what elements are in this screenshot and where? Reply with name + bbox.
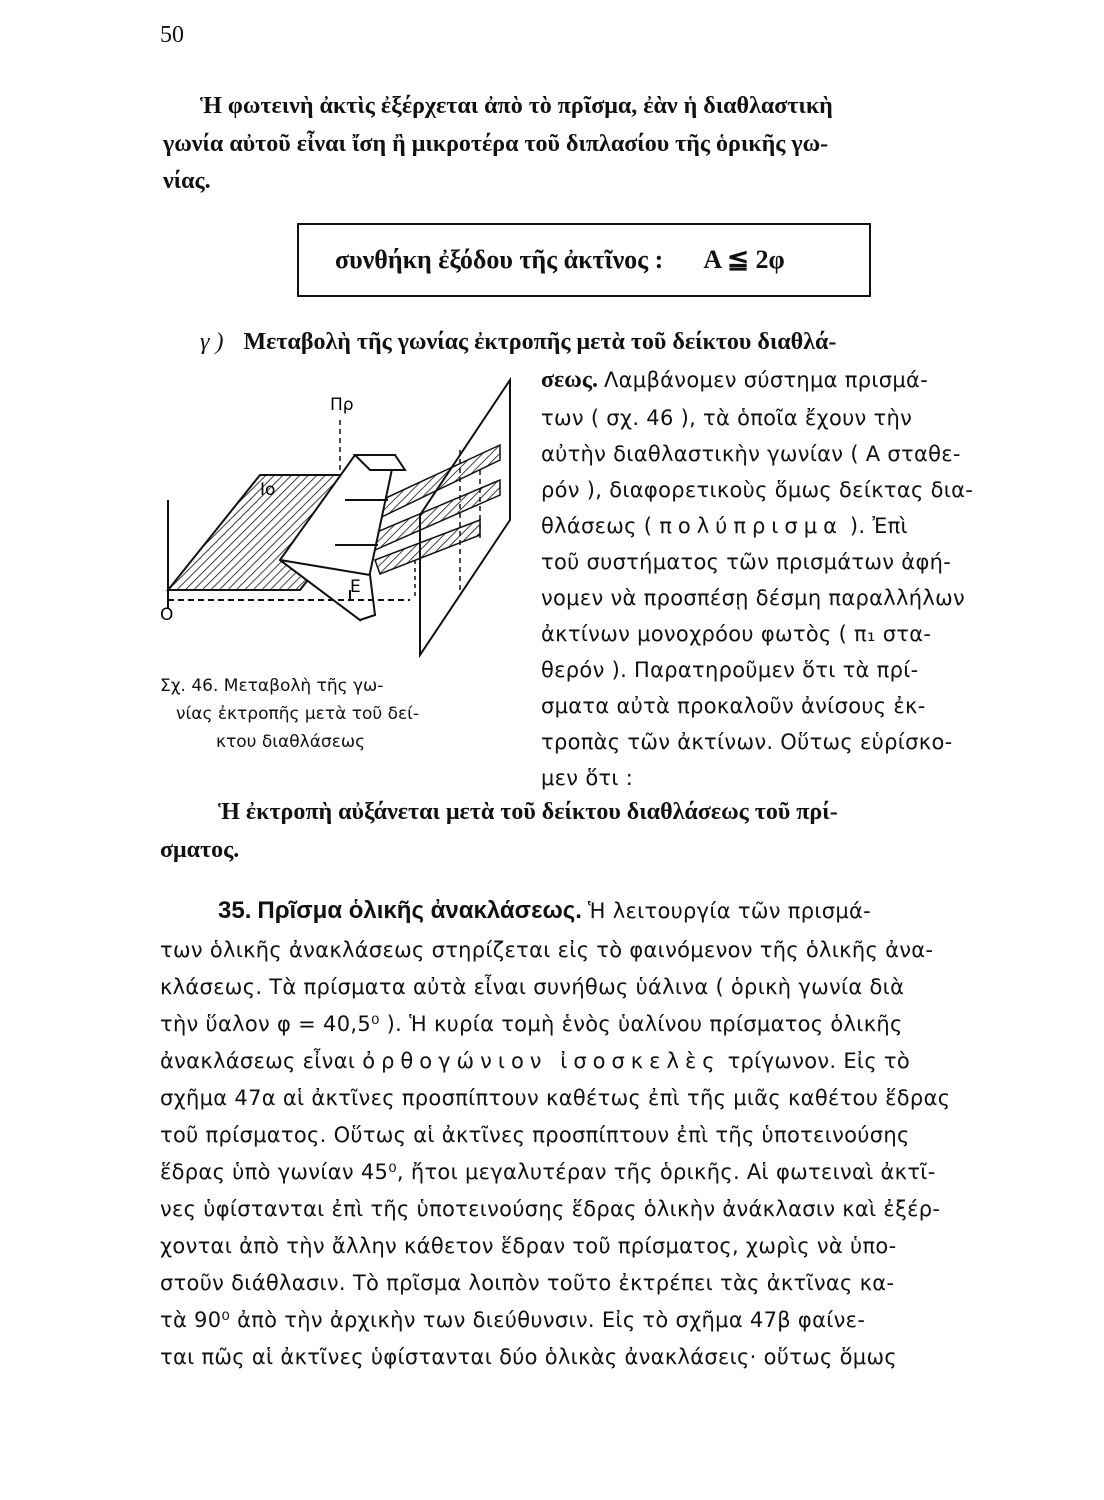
caption-line: Σχ. 46. Μεταβολὴ τῆς γω- (160, 676, 384, 696)
caption-line: κτου διαθλάσεως (216, 732, 366, 752)
s35-line-5-b: τρίγωνον. Εἰς τὸ (727, 1049, 911, 1073)
gamma-text-line: νομεν νὰ προσπέσῃ δέσμη παραλλήλων (541, 586, 965, 610)
s35-line: χονται ἀπὸ τὴν ἄλλην κάθετον ἕδραν τοῦ πρίσματος, χωρὶς νὰ ὑπο- (160, 1234, 897, 1258)
section-35-first-rest: Ἡ λειτουργία τῶν πρισμά- (587, 899, 872, 923)
s35-line: σχῆμα 47α αἱ ἀκτῖνες προσπίπτουν καθέτως ἐπὶ τῆς μιᾶς καθέτου ἕδρας (160, 1086, 951, 1110)
gamma-text-line: ρόν ), διαφορετικοὺς ὅμως δείκτας δια- (541, 478, 974, 502)
s35-line: στοῦν διάθλασιν. Τὸ πρῖσμα λοιπὸν τοῦτο ἐκτρέπει τὰς ἀκτῖνας κα- (160, 1271, 895, 1295)
gamma-text-line-polyprism (541, 508, 908, 545)
condition-label: συνθήκη ἐξόδου τῆς ἀκτῖνος : (335, 245, 664, 274)
gamma-text-line: θερόν ). Παρατηροῦμεν ὅτι τὰ πρί- (541, 658, 919, 682)
label-io: Ιο (260, 480, 276, 500)
label-o: Ο (160, 605, 174, 625)
s35-line: τὴν ὕαλον φ = 40,5⁰ ). Ἡ κυρία τομὴ ἑνὸς ὑαλίνου πρίσματος ὁλικῆς (160, 1012, 903, 1036)
conclusion-line-2: σματος. (160, 837, 240, 863)
conclusion-line-1: Ἡ ἐκτροπὴ αὐξάνεται μετὰ τοῦ δείκτου διαθλάσεως τοῦ πρί- (218, 799, 838, 825)
s35-line-5-a: ἀνακλάσεως εἶναι (160, 1049, 356, 1073)
gamma-line-2-rest: Λαμβάνομεν σύστημα πρισμά- (603, 368, 929, 392)
gamma-title-end: σεως. (541, 367, 598, 393)
section-gamma-heading (200, 324, 836, 361)
figure-46 (160, 360, 530, 664)
gamma-line-6-spaced: πολύπρισμα (659, 514, 843, 538)
page-number: 50 (160, 22, 184, 48)
s35-line: τοῦ πρίσματος. Οὕτως αἱ ἀκτῖνες προσπίπτουν ἐπὶ τῆς ὑποτεινούσης (160, 1123, 910, 1147)
gamma-text-line: τοῦ συστήματος τῶν πρισμάτων ἀφή- (541, 550, 952, 574)
condition-box (297, 223, 871, 297)
gamma-text-line: αὐτὴν διαθλαστικὴν γωνίαν ( Α σταθε- (541, 442, 961, 466)
s35-line: ἕδρας ὑπὸ γωνίαν 45⁰, ἤτοι μεγαλυτέραν τῆς ὁρικῆς. Αἱ φωτειναὶ ἀκτῖ- (160, 1160, 936, 1184)
condition-formula: A ≦ 2φ (703, 245, 785, 274)
section-gamma-title: Μεταβολὴ τῆς γωνίας ἐκτροπῆς μετὰ τοῦ δείκτου διαθλά- (243, 329, 837, 355)
label-e: Ε (350, 577, 361, 597)
section-35-heading (218, 892, 871, 930)
intro-line-2: γωνία αὐτοῦ εἶναι ἴση ἢ μικροτέρα τοῦ διπλασίου τῆς ὁρικῆς γω- (163, 131, 829, 157)
s35-line-5-spaced: ὀρθογώνιον ἰσοσκελὲς (362, 1049, 721, 1073)
s35-line: τὰ 90⁰ ἀπὸ τὴν ἀρχικὴν των διεύθυνσιν. Εἰς τὸ σχῆμα 47β φαίνε- (160, 1308, 866, 1332)
caption-line: νίας ἐκτροπῆς μετὰ τοῦ δεί- (176, 704, 420, 724)
label-pr: Πρ (330, 395, 354, 415)
s35-line: κλάσεως. Τὰ πρίσματα αὐτὰ εἶναι συνήθως ὑάλινα ( ὁρικὴ γωνία διὰ (160, 975, 905, 999)
gamma-text-line: σματα αὐτὰ προκαλοῦν ἀνίσους ἐκ- (541, 694, 926, 718)
section-35-title: Πρῖσμα ὁλικῆς ἀνακλάσεως. (257, 897, 582, 924)
s35-line-spaced (160, 1043, 910, 1080)
section-35-number: 35. (218, 897, 252, 924)
gamma-line-6-b: ). Ἐπὶ (849, 514, 908, 538)
gamma-text-line: μεν ὅτι : (541, 766, 634, 790)
gamma-line-6-a: θλάσεως ( (541, 514, 653, 538)
gamma-text-line: τροπὰς τῶν ἀκτίνων. Οὕτως εὑρίσκο- (541, 730, 953, 754)
gamma-line-2 (541, 362, 928, 399)
intro-line-1: Ἡ φωτεινὴ ἀκτὶς ἐξέρχεται ἀπὸ τὸ πρῖσμα, ἐὰν ἡ διαθλαστικὴ (200, 93, 833, 119)
s35-line: ται πῶς αἱ ἀκτῖνες ὑφίστανται δύο ὁλικὰς ἀνακλάσεις· οὕτως ὅμως (160, 1345, 897, 1369)
section-gamma-marker: γ ) (200, 329, 224, 355)
polyprism-diagram (160, 360, 530, 660)
intro-line-3: νίας. (163, 168, 211, 194)
s35-line: των ὁλικῆς ἀνακλάσεως στηρίζεται εἰς τὸ φαινόμενον τῆς ὁλικῆς ἀνα- (160, 938, 934, 962)
gamma-text-line: ἀκτίνων μονοχρόου φωτὸς ( π₁ στα- (541, 622, 932, 646)
s35-line: νες ὑφίστανται ἐπὶ τῆς ὑποτεινούσης ἕδρας ὁλικὴν ἀνάκλασιν καὶ ἐξέρ- (160, 1197, 941, 1221)
gamma-text-line: των ( σχ. 46 ), τὰ ὁποῖα ἔχουν τὴν (541, 406, 913, 430)
figure-caption (160, 672, 419, 756)
